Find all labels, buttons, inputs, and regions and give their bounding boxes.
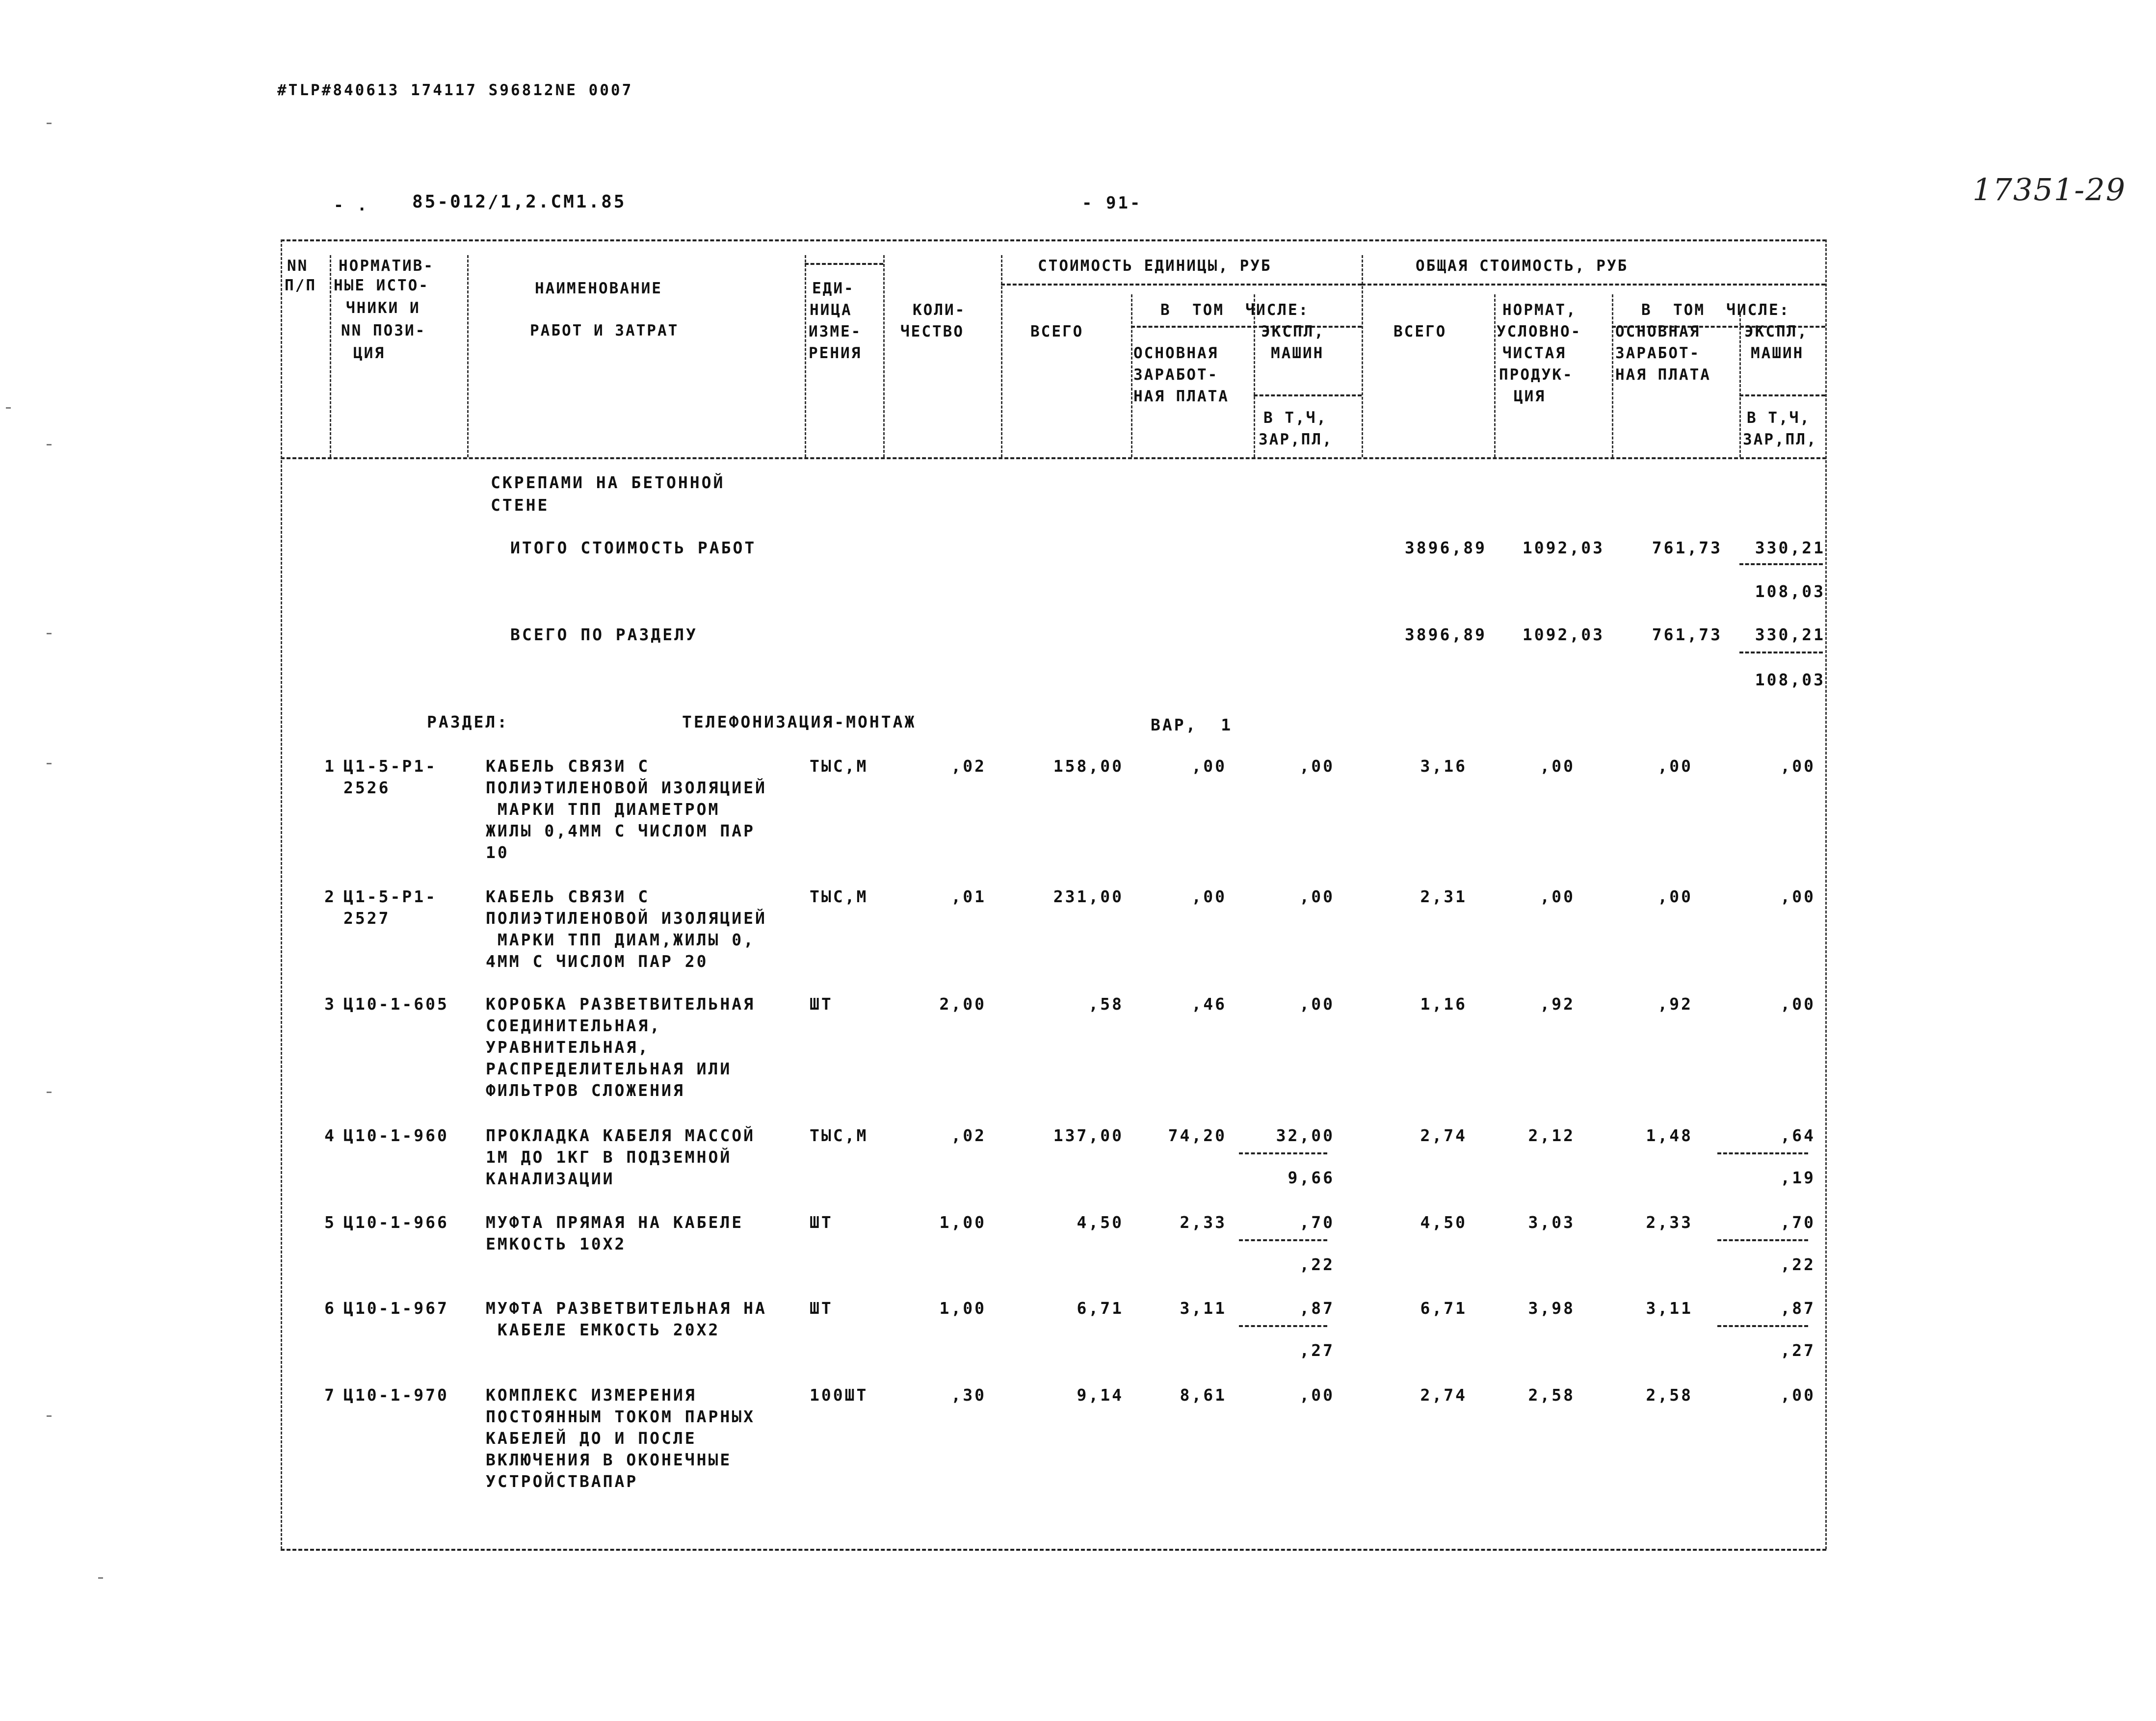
header-normat: ПРОДУК- [1499, 366, 1574, 384]
header-bottom-border [281, 457, 1826, 459]
header-unit: ЕДИ- [812, 280, 855, 297]
header-total-vsego: ВСЕГО [1394, 323, 1447, 340]
table-top-border [281, 239, 1826, 241]
row-total-zp: ,27 [1780, 1341, 1815, 1360]
row-total-ekspl: ,00 [1780, 1385, 1815, 1405]
table-right-border [1825, 239, 1827, 1549]
row-name: ПРОКЛАДКА КАБЕЛЯ МАССОЙ [486, 1126, 755, 1145]
row-price: 137,00 [1053, 1126, 1124, 1145]
header-osnovnaya: ЗАРАБОТ- [1133, 366, 1219, 384]
header-name: НАИМЕНОВАНИЕ [535, 280, 662, 297]
fraction-bar [1717, 1239, 1808, 1241]
row-qty: 2,00 [939, 994, 986, 1014]
row-unit: 100ШТ [810, 1385, 868, 1405]
scan-speck [47, 633, 52, 634]
total-work-osn: 761,73 [1652, 538, 1722, 557]
row-qty: 1,00 [939, 1213, 986, 1232]
row-total-osn: ,92 [1657, 994, 1693, 1014]
row-ekspl: ,87 [1299, 1299, 1335, 1318]
row-osn: ,00 [1191, 887, 1227, 906]
row-total-vsego: 1,16 [1420, 994, 1467, 1014]
row-code: Ц10-1-966 [343, 1213, 449, 1232]
carry-text: СКРЕПАМИ НА БЕТОННОЙ [491, 473, 725, 492]
row-name: КАНАЛИЗАЦИИ [486, 1169, 615, 1188]
row-price: 231,00 [1053, 887, 1124, 906]
total-work-normat: 1092,03 [1522, 538, 1604, 557]
row-code: Ц10-1-967 [343, 1299, 449, 1318]
total-section-zp: 108,03 [1755, 670, 1825, 689]
row-unit: ТЫС,М [810, 887, 868, 906]
row-total-osn: ,00 [1657, 756, 1693, 776]
header-unit: РЕНИЯ [809, 344, 862, 362]
row-name: МУФТА РАЗВЕТВИТЕЛЬНАЯ НА [486, 1299, 767, 1318]
header-unit: ИЗМЕ- [809, 323, 862, 340]
header-normat: ЧИСТАЯ [1502, 344, 1566, 362]
header-osnovnaya: ОСНОВНАЯ [1133, 344, 1219, 362]
row-total-normat: 3,98 [1528, 1299, 1575, 1318]
row-total-vsego: 2,74 [1420, 1385, 1467, 1405]
row-osn: 2,33 [1180, 1213, 1227, 1232]
row-code: Ц10-1-605 [343, 994, 449, 1014]
scan-speck [98, 1577, 103, 1579]
header-v-tom-chisle: В ТОМ ЧИСЛЕ: [1641, 301, 1790, 319]
scan-speck [47, 1415, 52, 1417]
col-separator [330, 255, 331, 457]
row-name: УРАВНИТЕЛЬНАЯ, [486, 1038, 650, 1057]
scan-speck [47, 1092, 52, 1093]
row-code: 2526 [343, 778, 391, 797]
row-name: ЕМКОСТЬ 10Х2 [486, 1234, 627, 1253]
header-unit-cost: СТОИМОСТЬ ЕДИНИЦЫ, РУБ [1038, 257, 1272, 275]
carry-text: СТЕНЕ [491, 495, 550, 515]
header-osnovnaya-total: ЗАРАБОТ- [1615, 344, 1701, 362]
row-total-ekspl: ,00 [1780, 994, 1815, 1014]
row-unit: ТЫС,М [810, 1126, 868, 1145]
row-total-osn: 3,11 [1646, 1299, 1693, 1318]
row-name: КАБЕЛЕЙ ДО И ПОСЛЕ [486, 1429, 697, 1448]
row-total-zp: ,22 [1780, 1255, 1815, 1274]
total-work-zp: 108,03 [1755, 582, 1825, 601]
col-separator [467, 255, 469, 457]
header-ekspl-total: ЭКСПЛ, [1744, 323, 1808, 340]
col-separator [1739, 314, 1741, 457]
header-v-tom-chisle: В ТОМ ЧИСЛЕ: [1160, 301, 1310, 319]
row-unit: ТЫС,М [810, 756, 868, 776]
row-qty: ,02 [951, 1126, 986, 1145]
header-normative: NN ПОЗИ- [341, 322, 426, 339]
row-name: КАБЕЛЬ СВЯЗИ С [486, 756, 650, 776]
row-total-ekspl: ,00 [1780, 887, 1815, 906]
header-subline [1362, 284, 1825, 286]
header-pp: П/П [285, 277, 316, 294]
fraction-bar [1239, 1152, 1327, 1154]
table-bottom-border [281, 1549, 1826, 1551]
table-left-border [281, 239, 282, 1549]
row-total-normat: 3,03 [1528, 1213, 1575, 1232]
row-total-vsego: 2,31 [1420, 887, 1467, 906]
row-osn: ,00 [1191, 756, 1227, 776]
row-total-osn: 2,58 [1646, 1385, 1693, 1405]
row-total-normat: 2,12 [1528, 1126, 1575, 1145]
header-osnovnaya: НАЯ ПЛАТА [1133, 388, 1229, 405]
row-total-osn: ,00 [1657, 887, 1693, 906]
fraction-bar [1739, 652, 1823, 653]
scan-speck [6, 407, 11, 409]
row-ekspl: 32,00 [1276, 1126, 1335, 1145]
row-number: 6 [324, 1299, 336, 1318]
row-number: 4 [324, 1126, 336, 1145]
row-price: 158,00 [1053, 756, 1124, 776]
total-section-vsego: 3896,89 [1404, 625, 1487, 644]
row-total-normat: ,92 [1540, 994, 1575, 1014]
row-name: МУФТА ПРЯМАЯ НА КАБЕЛЕ [486, 1213, 744, 1232]
scan-speck [47, 444, 52, 445]
row-total-ekspl: ,00 [1780, 756, 1815, 776]
header-subline [1739, 394, 1825, 396]
header-nn: NN [287, 257, 309, 275]
row-osn: 74,20 [1168, 1126, 1227, 1145]
row-name: ФИЛЬТРОВ СЛОЖЕНИЯ [486, 1081, 685, 1100]
total-work-ekspl: 330,21 [1755, 538, 1825, 557]
row-name: ПОЛИЭТИЛЕНОВОЙ ИЗОЛЯЦИЕЙ [486, 909, 767, 928]
row-code: Ц1-5-Р1- [343, 887, 437, 906]
header-normative: ЦИЯ [353, 344, 385, 362]
row-total-vsego: 2,74 [1420, 1126, 1467, 1145]
section-label: РАЗДЕЛ: [427, 712, 509, 731]
header-normative: НЫЕ ИСТО- [334, 277, 429, 294]
header-subline [1001, 284, 1362, 286]
row-ekspl-zp: 9,66 [1288, 1168, 1335, 1187]
header-ekspl-total: МАШИН [1751, 344, 1804, 362]
header-normat: НОРМАТ, [1502, 301, 1577, 319]
row-price: ,58 [1088, 994, 1124, 1014]
row-number: 2 [324, 887, 336, 906]
row-total-normat: 2,58 [1528, 1385, 1575, 1405]
row-qty: ,30 [951, 1385, 986, 1405]
row-total-ekspl: ,70 [1780, 1213, 1815, 1232]
row-total-normat: ,00 [1540, 887, 1575, 906]
header-normative: ЧНИКИ И [346, 299, 421, 317]
row-ekspl-zp: ,27 [1299, 1341, 1335, 1360]
document-code: #TLP#840613 174117 S96812NE 0007 [277, 81, 633, 99]
header-total-cost: ОБЩАЯ СТОИМОСТЬ, РУБ [1416, 257, 1629, 275]
row-name: КАБЕЛЕ ЕМКОСТЬ 20Х2 [486, 1320, 720, 1339]
header-ekspl: ЭКСПЛ, [1261, 323, 1325, 340]
row-osn: ,46 [1191, 994, 1227, 1014]
row-unit: ШТ [810, 1299, 833, 1318]
header-ekspl: МАШИН [1271, 344, 1324, 362]
col-separator [1612, 294, 1613, 457]
row-name: 10 [486, 843, 509, 862]
row-name: 1М ДО 1КГ В ПОДЗЕМНОЙ [486, 1147, 732, 1167]
page-number: - 91- [1082, 193, 1142, 213]
total-section-osn: 761,73 [1652, 625, 1722, 644]
row-ekspl: ,00 [1299, 994, 1335, 1014]
header-v-t-ch-total: В Т,Ч, [1747, 409, 1811, 427]
row-total-vsego: 4,50 [1420, 1213, 1467, 1232]
row-name: ВКЛЮЧЕНИЯ В ОКОНЕЧНЫЕ [486, 1450, 732, 1469]
row-qty: ,02 [951, 756, 986, 776]
row-number: 1 [324, 756, 336, 776]
fraction-bar [1717, 1152, 1808, 1154]
row-number: 3 [324, 994, 336, 1014]
row-unit: ШТ [810, 1213, 833, 1232]
row-name: ПОЛИЭТИЛЕНОВОЙ ИЗОЛЯЦИЕЙ [486, 778, 767, 797]
total-work-label: ИТОГО СТОИМОСТЬ РАБОТ [510, 538, 757, 557]
row-code: Ц10-1-960 [343, 1126, 449, 1145]
row-ekspl: ,00 [1299, 887, 1335, 906]
header-osnovnaya-total: ОСНОВНАЯ [1615, 323, 1701, 340]
header-unit: НИЦА [810, 301, 852, 319]
row-name: УСТРОЙСТВАПАР [486, 1472, 638, 1491]
header-v-t-ch: В Т,Ч, [1263, 409, 1327, 427]
section-variant: ВАР, 1 [1151, 715, 1233, 734]
document-reference: 85-012/1,2.СМ1.85 [412, 192, 627, 212]
row-code: Ц10-1-970 [343, 1385, 449, 1405]
row-number: 7 [324, 1385, 336, 1405]
row-total-vsego: 6,71 [1420, 1299, 1467, 1318]
row-ekspl-zp: ,22 [1299, 1255, 1335, 1274]
row-osn: 3,11 [1180, 1299, 1227, 1318]
row-name: ЖИЛЫ 0,4ММ С ЧИСЛОМ ПАР [486, 821, 755, 840]
scan-speck [47, 123, 52, 124]
total-section-ekspl: 330,21 [1755, 625, 1825, 644]
header-osnovnaya-total: НАЯ ПЛАТА [1615, 366, 1711, 384]
row-qty: ,01 [951, 887, 986, 906]
row-total-vsego: 3,16 [1420, 756, 1467, 776]
row-number: 5 [324, 1213, 336, 1232]
row-unit: ШТ [810, 994, 833, 1014]
row-total-osn: 2,33 [1646, 1213, 1693, 1232]
header-subline [1254, 394, 1362, 396]
header-v-t-ch: ЗАР,ПЛ, [1259, 431, 1333, 448]
total-work-vsego: 3896,89 [1404, 538, 1487, 557]
total-section-normat: 1092,03 [1522, 625, 1604, 644]
col-separator [1494, 294, 1496, 457]
fraction-bar [1739, 563, 1823, 565]
col-separator [1131, 294, 1132, 457]
header-normat: ЦИЯ [1514, 388, 1546, 405]
row-qty: 1,00 [939, 1299, 986, 1318]
row-name: КОМПЛЕКС ИЗМЕРЕНИЯ [486, 1385, 697, 1405]
fraction-bar [1239, 1325, 1327, 1327]
row-total-osn: 1,48 [1646, 1126, 1693, 1145]
row-name: КАБЕЛЬ СВЯЗИ С [486, 887, 650, 906]
row-code: Ц1-5-Р1- [343, 756, 437, 776]
row-code: 2527 [343, 909, 391, 928]
row-price: 9,14 [1077, 1385, 1124, 1405]
row-price: 6,71 [1077, 1299, 1124, 1318]
total-section-label: ВСЕГО ПО РАЗДЕЛУ [510, 625, 698, 644]
row-price: 4,50 [1077, 1213, 1124, 1232]
row-total-zp: ,19 [1780, 1168, 1815, 1187]
row-name: ПОСТОЯННЫМ ТОКОМ ПАРНЫХ [486, 1407, 755, 1426]
row-name: 4ММ С ЧИСЛОМ ПАР 20 [486, 952, 709, 971]
row-name: МАРКИ ТПП ДИАМЕТРОМ [486, 800, 720, 819]
fraction-bar [1239, 1239, 1327, 1241]
header-v-t-ch-total: ЗАР,ПЛ, [1743, 431, 1817, 448]
handwritten-note: 17351-29 [1972, 172, 2127, 208]
header-unit-vsego: ВСЕГО [1030, 323, 1084, 340]
row-name: МАРКИ ТПП ДИАМ,ЖИЛЫ 0, [486, 930, 755, 949]
col-separator [883, 255, 885, 457]
row-ekspl: ,00 [1299, 1385, 1335, 1405]
row-total-normat: ,00 [1540, 756, 1575, 776]
row-name: РАСПРЕДЕЛИТЕЛЬНАЯ ИЛИ [486, 1059, 732, 1078]
fraction-bar [1717, 1325, 1808, 1327]
row-total-ekspl: ,87 [1780, 1299, 1815, 1318]
col-separator [805, 255, 806, 457]
row-osn: 8,61 [1180, 1385, 1227, 1405]
row-name: КОРОБКА РАЗВЕТВИТЕЛЬНАЯ [486, 994, 755, 1014]
row-ekspl: ,70 [1299, 1213, 1335, 1232]
header-subline [805, 263, 883, 265]
section-name: ТЕЛЕФОНИЗАЦИЯ-МОНТАЖ [682, 712, 917, 731]
row-total-ekspl: ,64 [1780, 1126, 1815, 1145]
header-qty: ЧЕСТВО [900, 323, 964, 340]
header-normative: НОРМАТИВ- [339, 257, 434, 275]
header-normat: УСЛОВНО- [1497, 323, 1582, 340]
row-ekspl: ,00 [1299, 756, 1335, 776]
scan-speck [47, 763, 52, 764]
header-qty: КОЛИ- [913, 301, 966, 319]
row-name: СОЕДИНИТЕЛЬНАЯ, [486, 1016, 662, 1035]
margin-mark: - . [334, 195, 369, 214]
header-subline [1131, 326, 1362, 328]
header-name: РАБОТ И ЗАТРАТ [530, 322, 679, 339]
